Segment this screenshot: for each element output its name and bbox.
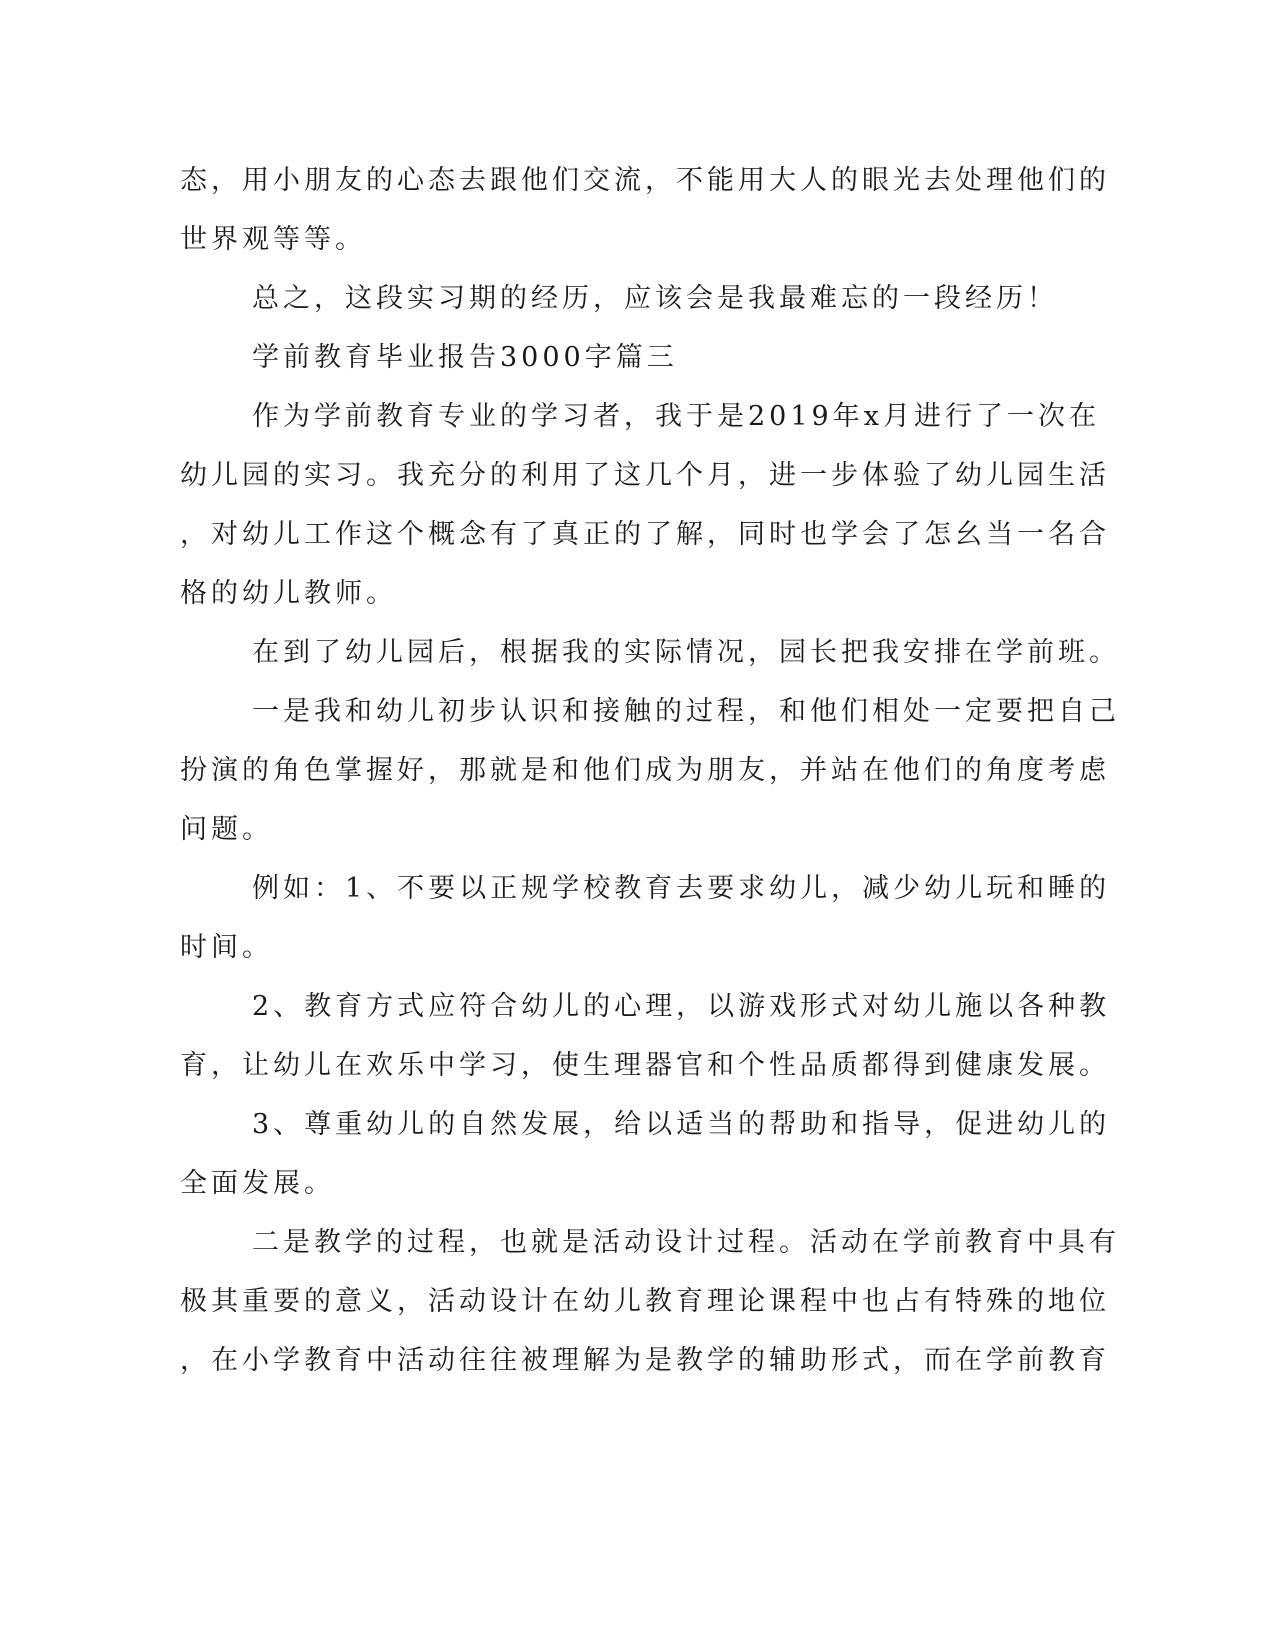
text-line: 格的幼儿教师。: [180, 578, 397, 609]
text-line: 二是教学的过程，也就是活动设计过程。活动在学前教育中具有: [252, 1227, 1120, 1258]
text-line: 3、尊重幼儿的自然发展，给以适当的帮助和指导，促进幼儿的: [252, 1109, 1111, 1140]
text-line: 2、教育方式应符合幼儿的心理，以游戏形式对幼儿施以各种教: [252, 991, 1111, 1022]
text-line: 在到了幼儿园后，根据我的实际情况，园长把我安排在学前班。: [252, 637, 1120, 668]
text-line: 幼儿园的实习。我充分的利用了这几个月，进一步体验了幼儿园生活: [180, 460, 1110, 491]
text-line: 例如：1、不要以正规学校教育去要求幼儿，减少幼儿玩和睡的: [252, 873, 1111, 904]
text-line: 时间。: [180, 932, 273, 963]
text-line: ，对幼儿工作这个概念有了真正的了解，同时也学会了怎幺当一名合: [180, 519, 1110, 550]
text-line: 问题。: [180, 814, 273, 845]
text-line: 世界观等等。: [180, 224, 366, 255]
text-line: 育，让幼儿在欢乐中学习，使生理器官和个性品质都得到健康发展。: [180, 1050, 1110, 1081]
text-line: ，在小学教育中活动往往被理解为是教学的辅助形式，而在学前教育: [180, 1345, 1110, 1376]
text-line: 全面发展。: [180, 1168, 335, 1199]
text-line: 态，用小朋友的心态去跟他们交流，不能用大人的眼光去处理他们的: [180, 165, 1110, 196]
section-heading: 学前教育毕业报告3000字篇三: [252, 342, 678, 373]
text-line: 总之，这段实习期的经历，应该会是我最难忘的一段经历！: [252, 283, 1058, 314]
text-line: 一是我和幼儿初步认识和接触的过程，和他们相处一定要把自己: [252, 696, 1120, 727]
text-line: 作为学前教育专业的学习者，我于是2019年x月进行了一次在: [252, 401, 1100, 432]
text-line: 扮演的角色掌握好，那就是和他们成为朋友，并站在他们的角度考虑: [180, 755, 1110, 786]
text-line: 极其重要的意义，活动设计在幼儿教育理论课程中也占有特殊的地位: [180, 1286, 1110, 1317]
